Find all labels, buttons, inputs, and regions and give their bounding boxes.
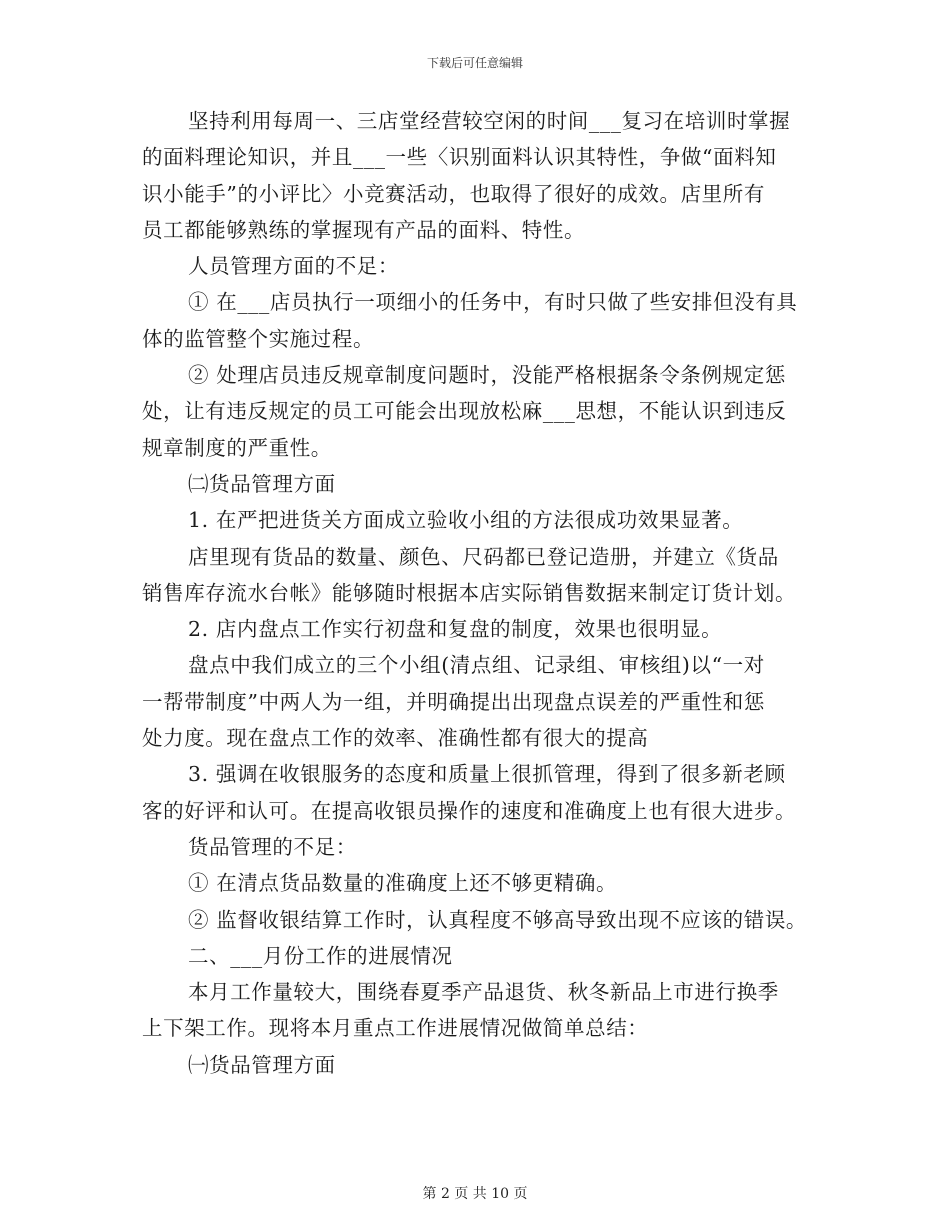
text-line: 处，让有违反规定的员工可能会出现放松麻___思想，不能认识到违反 <box>142 399 787 424</box>
text-line: 人员管理方面的不足： <box>188 254 399 279</box>
text-line: 二、___月份工作的进展情况 <box>188 943 453 968</box>
text-line: 1. 在严把进货关方面成立验收小组的方法很成功效果显著。 <box>188 508 744 533</box>
page-header: 下载后可任意编辑 <box>426 56 523 70</box>
text-line: ② 监督收银结算工作时，认真程度不够高导致出现不应该的错误。 <box>188 907 808 932</box>
text-line: 3. 强调在收银服务的态度和质量上很抓管理，得到了很多新老顾 <box>188 762 786 787</box>
text-line: ① 在清点货品数量的准确度上还不够更精确。 <box>188 871 618 896</box>
text-line: 一帮带制度”中两人为一组，并明确提出出现盘点误差的严重性和惩 <box>142 689 765 714</box>
text-line: 货品管理的不足： <box>188 834 357 859</box>
text-line: ② 处理店员违反规章制度问题时，没能严格根据条令条例规定惩 <box>188 363 786 388</box>
text-line: 识小能手”的小评比〉小竞赛活动，也取得了很好的成效。店里所有 <box>142 181 765 206</box>
text-line: 规章制度的严重性。 <box>142 435 332 460</box>
text-line: 店里现有货品的数量、颜色、尺码都已登记造册，并建立《货品 <box>188 544 779 569</box>
text-line: 销售库存流水台帐》能够随时根据本店实际销售数据来制定订货计划。 <box>142 580 797 605</box>
text-line: ㈠货品管理方面 <box>188 1052 336 1077</box>
text-line: 本月工作量较大，围绕春夏季产品退货、秋冬新品上市进行换季 <box>188 980 779 1005</box>
page-footer: 第 2 页 共 10 页 <box>422 1186 528 1202</box>
document-body <box>142 103 818 1083</box>
text-line: 2. 店内盘点工作实行初盘和复盘的制度，效果也很明显。 <box>188 617 723 642</box>
text-line: ① 在___店员执行一项细小的任务中，有时只做了些安排但没有具 <box>188 290 798 315</box>
text-line: 上下架工作。现将本月重点工作进展情况做简单总结： <box>142 1016 649 1041</box>
text-line: 客的好评和认可。在提高收银员操作的速度和准确度上也有很大进步。 <box>142 798 797 823</box>
text-line: 员工都能够熟练的掌握现有产品的面料、特性。 <box>142 217 586 242</box>
text-line: 坚持利用每周一、三店堂经营较空闲的时间___复习在培训时掌握 <box>188 109 791 133</box>
text-line: ㈡货品管理方面 <box>188 471 336 496</box>
text-line: 处力度。现在盘点工作的效率、准确性都有很大的提高 <box>142 726 649 751</box>
text-line: 盘点中我们成立的三个小组(清点组、记录组、审核组)以“一对 <box>188 653 765 678</box>
text-line: 体的监管整个实施过程。 <box>142 326 375 351</box>
text-line: 的面料理论知识，并且___一些〈识别面料认识其特性，争做“面料知 <box>142 145 777 170</box>
